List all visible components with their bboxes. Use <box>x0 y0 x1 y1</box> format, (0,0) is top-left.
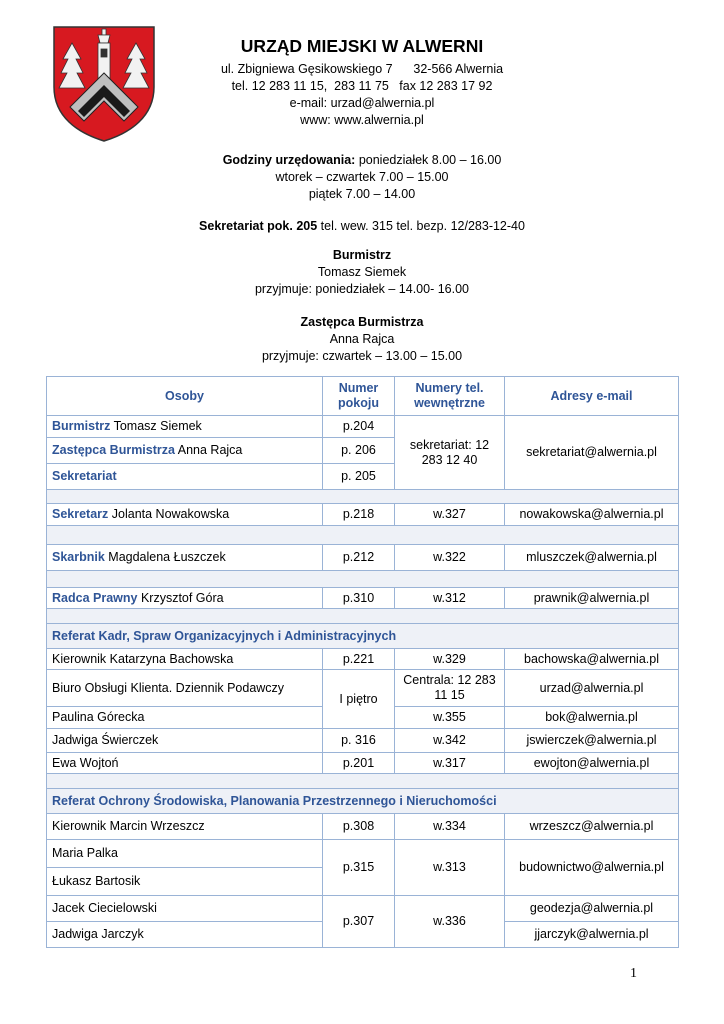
deputy-info <box>100 314 624 365</box>
hours-line3: piątek 7.00 – 14.00 <box>308 187 416 201</box>
person-name: Ewa Wojtoń <box>47 753 323 774</box>
email-cell: sekretariat@alwernia.pl <box>505 416 679 490</box>
deputy-name: Anna Rajca <box>329 332 395 346</box>
mayor-name: Tomasz Siemek <box>317 265 407 279</box>
hours-label: Godziny urzędowania: <box>222 153 356 167</box>
mayor-hours: przyjmuje: poniedziałek – 14.00- 16.00 <box>254 282 470 296</box>
phone-cell: w.322 <box>395 545 505 571</box>
spacer-row <box>47 490 679 504</box>
phone-cell: w.334 <box>395 814 505 840</box>
table-row <box>47 670 679 707</box>
person-name: Kierownik Katarzyna Bachowska <box>47 649 323 670</box>
phone-cell: w.317 <box>395 753 505 774</box>
phone-cell: w.336 <box>395 896 505 948</box>
room-cell: p.218 <box>323 504 395 526</box>
email-cell: bachowska@alwernia.pl <box>505 649 679 670</box>
col-room: Numer pokoju <box>323 377 395 416</box>
section-header <box>47 624 679 649</box>
table-row <box>47 588 679 609</box>
email-cell: jswierczek@alwernia.pl <box>505 729 679 753</box>
deputy-title: Zastępca Burmistrza <box>300 315 424 329</box>
room-cell: p.315 <box>323 840 395 896</box>
email-cell: wrzeszcz@alwernia.pl <box>505 814 679 840</box>
secretariat-text: tel. wew. 315 tel. bezp. 12/283-12-40 <box>317 219 525 233</box>
person-name: Łukasz Bartosik <box>47 868 323 896</box>
room-cell: p. 205 <box>323 464 395 490</box>
secretariat-label: Sekretariat pok. 205 <box>199 219 318 233</box>
room-cell: p.221 <box>323 649 395 670</box>
hours-line2: wtorek – czwartek 7.00 – 15.00 <box>275 170 449 184</box>
email-cell: jjarczyk@alwernia.pl <box>505 922 679 948</box>
table-row <box>47 504 679 526</box>
person-name: Jolanta Nowakowska <box>108 507 230 521</box>
role-label: Sekretariat <box>52 469 117 483</box>
role-label: Burmistrz <box>52 419 111 433</box>
office-hours <box>100 152 624 203</box>
spacer-row <box>47 609 679 624</box>
table-row <box>47 753 679 774</box>
email-cell: bok@alwernia.pl <box>505 707 679 729</box>
phone-cell: w.342 <box>395 729 505 753</box>
hours-line1: poniedziałek 8.00 – 16.00 <box>355 153 502 167</box>
room-cell: p.212 <box>323 545 395 571</box>
col-phone: Numery tel. wewnętrzne <box>395 377 505 416</box>
person-name: Tomasz Siemek <box>110 419 202 433</box>
person-name: Anna Rajca <box>174 443 243 457</box>
person-name: Kierownik Marcin Wrzeszcz <box>47 814 323 840</box>
room-cell: p.308 <box>323 814 395 840</box>
room-cell: p.307 <box>323 896 395 948</box>
email-cell: geodezja@alwernia.pl <box>505 896 679 922</box>
table-row <box>47 896 679 922</box>
person-name: Krzysztof Góra <box>137 590 224 605</box>
section-header <box>47 789 679 814</box>
person-name: Jadwiga Świerczek <box>47 729 323 753</box>
office-www: www: www.alwernia.pl <box>300 113 424 127</box>
spacer-row <box>47 526 679 545</box>
office-title: URZĄD MIEJSKI W ALWERNI <box>240 36 484 56</box>
email-cell: ewojton@alwernia.pl <box>505 753 679 774</box>
person-name: Maria Palka <box>47 840 323 868</box>
table-header <box>47 377 679 416</box>
table-row <box>47 729 679 753</box>
phone-cell: Centrala: 12 283 11 15 <box>395 670 505 707</box>
person-name: Biuro Obsługi Klienta. Dziennik Podawczy <box>47 670 323 707</box>
email-cell: mluszczek@alwernia.pl <box>505 545 679 571</box>
person-name: Paulina Górecka <box>47 707 323 729</box>
role-label: Skarbnik <box>52 550 105 564</box>
room-cell: I piętro <box>323 670 395 729</box>
office-header <box>160 34 564 129</box>
table-row <box>47 814 679 840</box>
room-cell: p.204 <box>323 416 395 438</box>
mayor-title: Burmistrz <box>332 248 392 262</box>
secretariat-info <box>100 218 624 235</box>
email-cell: urzad@alwernia.pl <box>505 670 679 707</box>
office-email: e-mail: urzad@alwernia.pl <box>289 96 435 110</box>
room-cell: p. 316 <box>323 729 395 753</box>
section-title: Referat Kadr, Spraw Organizacyjnych i Administracyjnych <box>47 624 679 649</box>
deputy-hours: przyjmuje: czwartek – 13.00 – 15.00 <box>261 349 463 363</box>
mayor-info <box>100 247 624 298</box>
phone-cell: sekretariat: 12 283 12 40 <box>395 416 505 490</box>
room-cell: p.310 <box>323 588 395 609</box>
person-name: Magdalena Łuszczek <box>104 550 226 564</box>
phone-cell: w.313 <box>395 840 505 896</box>
person-name: Jacek Ciecielowski <box>47 896 323 922</box>
spacer-row <box>47 774 679 789</box>
col-email: Adresy e-mail <box>505 377 679 416</box>
phone-cell: w.312 <box>395 588 505 609</box>
room-cell: p. 206 <box>323 438 395 464</box>
email-cell: prawnik@alwernia.pl <box>505 588 679 609</box>
contacts-table <box>46 376 679 948</box>
room-cell: p.201 <box>323 753 395 774</box>
email-cell: budownictwo@alwernia.pl <box>505 840 679 896</box>
phone-cell: w.327 <box>395 504 505 526</box>
phone-cell: w.355 <box>395 707 505 729</box>
phone-cell: w.329 <box>395 649 505 670</box>
table-row <box>47 649 679 670</box>
office-phone: tel. 12 283 11 15, 283 11 75 fax 12 283 17 92 <box>231 79 493 93</box>
role-label: Sekretarz <box>52 507 109 521</box>
table-row <box>47 545 679 571</box>
coat-of-arms-logo <box>50 25 158 143</box>
role-label: Radca Prawny <box>52 590 138 605</box>
table-row <box>47 840 679 868</box>
role-label: Zastępca Burmistrza <box>52 443 175 457</box>
spacer-row <box>47 571 679 588</box>
table-row <box>47 416 679 438</box>
person-name: Jadwiga Jarczyk <box>47 922 323 948</box>
email-cell: nowakowska@alwernia.pl <box>505 504 679 526</box>
office-address: ul. Zbigniewa Gęsikowskiego 7 32-566 Alwernia <box>220 62 504 76</box>
section-title: Referat Ochrony Środowiska, Planowania Przestrzennego i Nieruchomości <box>47 789 679 814</box>
col-persons: Osoby <box>47 377 323 416</box>
page-number: 1 <box>630 966 637 981</box>
